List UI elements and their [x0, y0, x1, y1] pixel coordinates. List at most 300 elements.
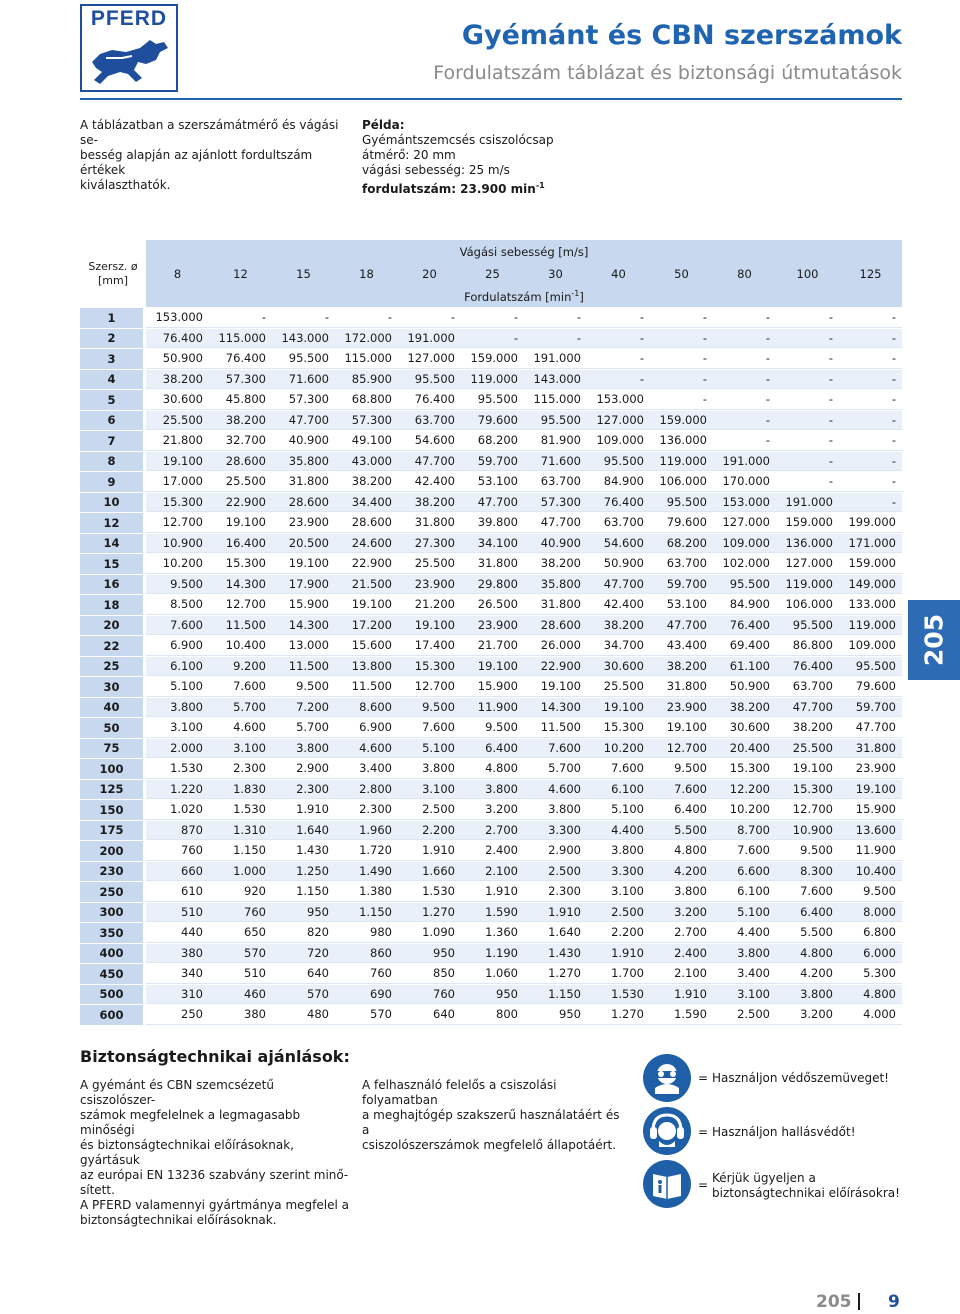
rpm-cell: 47.700: [776, 697, 839, 718]
rpm-cell: 47.700: [398, 451, 461, 472]
logo-wordmark: PFERD: [90, 7, 168, 30]
rpm-cell: 2.500: [524, 861, 587, 882]
rpm-cell: 7.600: [524, 738, 587, 759]
rpm-cell: 76.400: [398, 389, 461, 410]
rpm-cell: -: [335, 307, 398, 328]
speed-header-cell: 18: [335, 263, 398, 285]
safety-line: számok megfelelnek a legmagasabb minőségi: [80, 1108, 301, 1137]
rpm-cell: 2.300: [335, 799, 398, 820]
rpm-cell: 79.600: [650, 512, 713, 533]
rpm-cell: 19.100: [146, 451, 209, 472]
rpm-cell: 10.200: [587, 738, 650, 759]
table-row: [80, 307, 902, 328]
rpm-cell: 31.800: [839, 738, 902, 759]
diameter-cell: 75: [80, 738, 146, 759]
rpm-cell: 1.150: [524, 984, 587, 1005]
rpm-cell: 19.100: [524, 676, 587, 697]
rpm-cell: 3.200: [650, 902, 713, 923]
rpm-cell: -: [776, 348, 839, 369]
rpm-cell: 1.270: [524, 963, 587, 984]
rpm-cell: -: [524, 328, 587, 349]
rpm-cell: 19.100: [776, 758, 839, 779]
rpm-cell: 170.000: [713, 471, 776, 492]
intro-line: besség alapján az ajánlott fordultszám értékek: [80, 148, 313, 177]
rpm-cell: 1.910: [587, 943, 650, 964]
rpm-cell: 1.660: [398, 861, 461, 882]
rpm-cell: 21.200: [398, 594, 461, 615]
rpm-cell: 5.700: [524, 758, 587, 779]
sign-eye-label: [698, 1071, 889, 1086]
table-row: [80, 1004, 902, 1025]
rpm-cell: 14.300: [524, 697, 587, 718]
rpm-cell: 17.200: [335, 615, 398, 636]
rpm-cell: -: [587, 348, 650, 369]
rpm-cell: 4.600: [335, 738, 398, 759]
rpm-cell: -: [776, 389, 839, 410]
rpm-cell: 4.600: [524, 779, 587, 800]
rpm-cell: -: [650, 328, 713, 349]
rpm-cell: 1.910: [650, 984, 713, 1005]
eye-protection-icon: [643, 1054, 691, 1102]
rpm-cell: 38.200: [650, 656, 713, 677]
rpm-cell: 950: [272, 902, 335, 923]
rpm-cell: 22.900: [524, 656, 587, 677]
rpm-cell: -: [839, 369, 902, 390]
rpm-cell: 640: [398, 1004, 461, 1025]
rpm-cell: 3.100: [398, 779, 461, 800]
rpm-cell: 1.430: [272, 840, 335, 861]
rpm-cell: 2.300: [272, 779, 335, 800]
rpm-cell: 38.200: [398, 492, 461, 513]
diameter-cell: 200: [80, 840, 146, 861]
rpm-cell: -: [839, 328, 902, 349]
rpm-cell: 109.000: [713, 533, 776, 554]
diameter-cell: 125: [80, 779, 146, 800]
rpm-cell: 95.500: [713, 574, 776, 595]
rpm-cell: 95.500: [524, 410, 587, 431]
diameter-cell: 10: [80, 492, 146, 513]
rpm-cell: 15.300: [713, 758, 776, 779]
rpm-cell: 1.360: [461, 922, 524, 943]
rpm-cell: 9.500: [461, 717, 524, 738]
rpm-cell: 10.200: [713, 799, 776, 820]
rpm-cell: 54.600: [398, 430, 461, 451]
table-row: [80, 861, 902, 882]
rpm-cell: -: [839, 410, 902, 431]
rpm-cell: 4.800: [461, 758, 524, 779]
rpm-cell: 84.900: [587, 471, 650, 492]
rpm-cell: 15.300: [146, 492, 209, 513]
rpm-cell: 50.900: [146, 348, 209, 369]
rpm-cell: 1.700: [587, 963, 650, 984]
rpm-cell: -: [776, 471, 839, 492]
table-row: [80, 840, 902, 861]
rpm-cell: 61.100: [713, 656, 776, 677]
rpm-cell: 15.900: [461, 676, 524, 697]
rpm-cell: 35.800: [524, 574, 587, 595]
rpm-cell: 15.300: [587, 717, 650, 738]
speed-header-cell: 100: [776, 263, 839, 285]
rpm-cell: -: [713, 328, 776, 349]
table-row: [80, 615, 902, 636]
speed-header-cell: 80: [713, 263, 776, 285]
example-heading: Példa:: [362, 118, 405, 132]
rpm-cell: 106.000: [776, 594, 839, 615]
rpm-cell: 570: [272, 984, 335, 1005]
rpm-cell: -: [524, 307, 587, 328]
rpm-cell: 12.700: [398, 676, 461, 697]
page-side-tab: [908, 600, 960, 680]
rpm-cell: 14.300: [209, 574, 272, 595]
rpm-cell: 9.500: [398, 697, 461, 718]
table-row: [80, 635, 902, 656]
sign-instructions-line: Kérjük ügyeljen a: [712, 1171, 816, 1185]
rpm-cell: 1.220: [146, 779, 209, 800]
rpm-cell: 19.100: [461, 656, 524, 677]
sign-eye-text: Használjon védőszemüveget!: [712, 1071, 889, 1085]
rpm-cell: 1.150: [209, 840, 272, 861]
rpm-cell: 10.900: [146, 533, 209, 554]
rpm-cell: 23.900: [650, 697, 713, 718]
rpm-cell: 3.800: [713, 943, 776, 964]
rpm-cell: 95.500: [839, 656, 902, 677]
speed-header-cell: 50: [650, 263, 713, 285]
rpm-cell: 3.200: [461, 799, 524, 820]
rpm-cell: -: [839, 348, 902, 369]
rpm-cell: 1.830: [209, 779, 272, 800]
rpm-cell: 1.150: [335, 902, 398, 923]
rpm-cell: 2.500: [398, 799, 461, 820]
rpm-cell: 4.800: [839, 984, 902, 1005]
rpm-cell: 13.800: [335, 656, 398, 677]
catalog-page-number: 205: [816, 1292, 852, 1312]
rpm-cell: 6.900: [335, 717, 398, 738]
rpm-cell: 1.000: [209, 861, 272, 882]
rpm-cell: 95.500: [461, 389, 524, 410]
rpm-cell: 40.900: [272, 430, 335, 451]
rpm-cell: 159.000: [461, 348, 524, 369]
rpm-cell: 15.600: [335, 635, 398, 656]
rpm-cell: 7.600: [398, 717, 461, 738]
rpm-cell: 7.600: [713, 840, 776, 861]
rpm-cell: 25.500: [146, 410, 209, 431]
rpm-cell: 34.400: [335, 492, 398, 513]
rpm-cell: 14.300: [272, 615, 335, 636]
page-title: Gyémánt és CBN szerszámok: [461, 20, 902, 51]
rpm-cell: 4.200: [776, 963, 839, 984]
rpm-cell: 4.600: [209, 717, 272, 738]
rpm-cell: -: [398, 307, 461, 328]
table-row: [80, 820, 902, 841]
rpm-cell: 250: [146, 1004, 209, 1025]
rpm-cell: 11.500: [524, 717, 587, 738]
rpm-cell: -: [776, 369, 839, 390]
rpm-cell: -: [650, 369, 713, 390]
rpm-cell: 8.300: [776, 861, 839, 882]
speed-header-cell: 25: [461, 263, 524, 285]
rpm-cell: 480: [272, 1004, 335, 1025]
rpm-cell: 8.600: [335, 697, 398, 718]
rpm-cell: 1.910: [524, 902, 587, 923]
rpm-cell: 2.800: [335, 779, 398, 800]
rpm-cell: 6.400: [461, 738, 524, 759]
rpm-cell: 50.900: [713, 676, 776, 697]
diameter-cell: 6: [80, 410, 146, 431]
rpm-cell: 2.400: [461, 840, 524, 861]
rpm-cell: 127.000: [587, 410, 650, 431]
rpm-cell: 86.800: [776, 635, 839, 656]
rpm-cell: 38.200: [146, 369, 209, 390]
rpm-cell: 12.700: [650, 738, 713, 759]
rpm-cell: -: [713, 389, 776, 410]
rpm-cell: -: [713, 369, 776, 390]
rpm-cell: -: [839, 451, 902, 472]
table-row: [80, 594, 902, 615]
sign-hearing-label: [698, 1125, 856, 1140]
rpm-cell: 870: [146, 820, 209, 841]
rpm-cell: 860: [335, 943, 398, 964]
diameter-cell: 500: [80, 984, 146, 1005]
rpm-cell: 1.960: [335, 820, 398, 841]
rpm-cell: 3.100: [587, 881, 650, 902]
rpm-cell: 6.400: [650, 799, 713, 820]
rpm-cell: 49.100: [335, 430, 398, 451]
table-row: [80, 451, 902, 472]
rpm-cell: 95.500: [776, 615, 839, 636]
rpm-header: [146, 285, 902, 307]
rpm-cell: 136.000: [776, 533, 839, 554]
rpm-cell: 8.500: [146, 594, 209, 615]
example-rpm: [362, 178, 592, 197]
rpm-cell: 127.000: [398, 348, 461, 369]
diameter-cell: 2: [80, 328, 146, 349]
rpm-cell: 68.800: [335, 389, 398, 410]
rpm-cell: 19.100: [650, 717, 713, 738]
rpm-cell: 5.500: [650, 820, 713, 841]
rpm-cell: 1.270: [398, 902, 461, 923]
speed-header-cell: 125: [839, 263, 902, 285]
rpm-cell: 2.300: [524, 881, 587, 902]
rpm-cell: -: [209, 307, 272, 328]
rpm-cell: 440: [146, 922, 209, 943]
rpm-cell: 143.000: [272, 328, 335, 349]
hearing-protection-icon: [643, 1107, 691, 1155]
rpm-cell: 40.900: [524, 533, 587, 554]
rpm-cell: 35.800: [272, 451, 335, 472]
rpm-cell: 850: [398, 963, 461, 984]
rpm-cell: 23.900: [272, 512, 335, 533]
rpm-cell: 19.100: [272, 553, 335, 574]
rpm-cell: 95.500: [650, 492, 713, 513]
rpm-cell: 38.200: [524, 553, 587, 574]
rpm-cell: 5.100: [146, 676, 209, 697]
diameter-header: [80, 240, 146, 307]
rpm-cell: -: [839, 307, 902, 328]
rpm-cell: 23.900: [839, 758, 902, 779]
table-row: [80, 533, 902, 554]
rpm-cell: 3.400: [335, 758, 398, 779]
diameter-cell: 30: [80, 676, 146, 697]
rpm-cell: 5.100: [587, 799, 650, 820]
table-row: [80, 369, 902, 390]
table-row: [80, 676, 902, 697]
rpm-cell: 30.600: [713, 717, 776, 738]
rpm-cell: 690: [335, 984, 398, 1005]
diameter-cell: 8: [80, 451, 146, 472]
rpm-cell: 3.300: [587, 861, 650, 882]
rpm-cell: 28.600: [209, 451, 272, 472]
header-divider: [80, 98, 902, 100]
rpm-cell: 1.910: [461, 881, 524, 902]
rpm-cell: -: [272, 307, 335, 328]
diameter-header-line: Szersz. ø: [88, 259, 138, 273]
safety-line: a meghajtógép szakszerű használatáért és a: [362, 1108, 620, 1137]
rpm-cell: 6.800: [839, 922, 902, 943]
rpm-cell: 30.600: [146, 389, 209, 410]
rpm-cell: 2.200: [398, 820, 461, 841]
rpm-cell: 460: [209, 984, 272, 1005]
rpm-cell: 7.600: [650, 779, 713, 800]
rpm-cell: 63.700: [650, 553, 713, 574]
safety-text-middle: [362, 1078, 624, 1153]
diameter-cell: 14: [80, 533, 146, 554]
rpm-cell: 2.900: [524, 840, 587, 861]
table-row: [80, 779, 902, 800]
diameter-cell: 22: [80, 635, 146, 656]
rpm-cell: 11.500: [272, 656, 335, 677]
rpm-cell: 1.640: [272, 820, 335, 841]
rpm-cell: 3.800: [587, 840, 650, 861]
rpm-cell: 47.700: [461, 492, 524, 513]
rpm-cell: 3.800: [398, 758, 461, 779]
rpm-cell: 172.000: [335, 328, 398, 349]
rpm-cell: 127.000: [776, 553, 839, 574]
rpm-cell: 800: [461, 1004, 524, 1025]
rpm-cell: 143.000: [524, 369, 587, 390]
rpm-cell: 191.000: [524, 348, 587, 369]
rpm-cell: 12.700: [209, 594, 272, 615]
rpm-cell: 20.400: [713, 738, 776, 759]
rpm-cell: 9.500: [146, 574, 209, 595]
rpm-cell: -: [839, 492, 902, 513]
rpm-cell: 510: [209, 963, 272, 984]
rpm-cell: 1.090: [398, 922, 461, 943]
diameter-cell: 18: [80, 594, 146, 615]
rpm-cell: 31.800: [398, 512, 461, 533]
rpm-cell: 191.000: [398, 328, 461, 349]
rpm-cell: 760: [335, 963, 398, 984]
rpm-cell: -: [650, 307, 713, 328]
rpm-cell: 760: [398, 984, 461, 1005]
rpm-cell: 159.000: [650, 410, 713, 431]
rpm-cell: 171.000: [839, 533, 902, 554]
table-row: [80, 492, 902, 513]
rpm-cell: 191.000: [713, 451, 776, 472]
diameter-cell: 4: [80, 369, 146, 390]
rpm-cell: 3.300: [524, 820, 587, 841]
rpm-header-sup: -1: [571, 288, 580, 298]
diameter-cell: 175: [80, 820, 146, 841]
rpm-cell: 19.100: [587, 697, 650, 718]
rpm-cell: 13.000: [272, 635, 335, 656]
diameter-cell: 1: [80, 307, 146, 328]
table-row: [80, 512, 902, 533]
read-instructions-icon: [643, 1160, 691, 1208]
rpm-cell: 1.590: [461, 902, 524, 923]
rpm-cell: 720: [272, 943, 335, 964]
rpm-cell: 115.000: [524, 389, 587, 410]
rpm-cell: 53.100: [650, 594, 713, 615]
rpm-cell: 3.800: [776, 984, 839, 1005]
rpm-cell: 5.100: [398, 738, 461, 759]
rpm-cell: 59.700: [650, 574, 713, 595]
rpm-cell: 12.200: [713, 779, 776, 800]
rpm-cell: 11.900: [461, 697, 524, 718]
rpm-cell: 53.100: [461, 471, 524, 492]
safety-line: és biztonságtechnikai előírásoknak, gyártásuk: [80, 1138, 294, 1167]
rpm-cell: 1.530: [209, 799, 272, 820]
rpm-cell: 25.500: [776, 738, 839, 759]
sign-instructions-line: biztonságtechnikai előírásokra!: [712, 1186, 900, 1200]
rpm-cell: 9.500: [650, 758, 713, 779]
rpm-cell: 3.100: [209, 738, 272, 759]
rpm-cell: 7.200: [272, 697, 335, 718]
table-row: [80, 943, 902, 964]
rpm-cell: 4.200: [650, 861, 713, 882]
rpm-cell: 63.700: [587, 512, 650, 533]
rpm-cell: 22.900: [335, 553, 398, 574]
rpm-cell: 950: [461, 984, 524, 1005]
rpm-cell: 6.100: [713, 881, 776, 902]
rpm-cell: 76.400: [146, 328, 209, 349]
rpm-cell: 29.800: [461, 574, 524, 595]
table-row: [80, 881, 902, 902]
rpm-cell: 1.530: [146, 758, 209, 779]
rpm-cell: 31.800: [524, 594, 587, 615]
rpm-cell: -: [839, 389, 902, 410]
rpm-cell: 32.700: [209, 430, 272, 451]
rpm-cell: -: [713, 307, 776, 328]
rpm-cell: 19.100: [209, 512, 272, 533]
example-line: Gyémántszemcsés csiszolócsap: [362, 133, 554, 147]
rpm-cell: 38.200: [335, 471, 398, 492]
equals-sign: =: [698, 1125, 709, 1139]
rpm-cell: 3.800: [146, 697, 209, 718]
rpm-cell: 159.000: [776, 512, 839, 533]
rpm-cell: 570: [209, 943, 272, 964]
rpm-cell: 9.200: [209, 656, 272, 677]
rpm-cell: 2.400: [650, 943, 713, 964]
rpm-cell: 28.600: [524, 615, 587, 636]
pferd-logo: [80, 4, 178, 92]
rpm-cell: 2.000: [146, 738, 209, 759]
speed-header-cell: 40: [587, 263, 650, 285]
rpm-cell: 15.900: [839, 799, 902, 820]
rpm-cell: 8.700: [713, 820, 776, 841]
rpm-cell: 115.000: [335, 348, 398, 369]
rpm-cell: 57.300: [209, 369, 272, 390]
rpm-cell: 76.400: [713, 615, 776, 636]
rpm-cell: 10.900: [776, 820, 839, 841]
intro-line: kiválaszthatók.: [80, 178, 171, 192]
diameter-cell: 150: [80, 799, 146, 820]
rpm-cell: 7.600: [776, 881, 839, 902]
diameter-cell: 9: [80, 471, 146, 492]
rpm-cell: 9.500: [776, 840, 839, 861]
rpm-cell: 4.800: [650, 840, 713, 861]
table-row: [80, 963, 902, 984]
rpm-cell: 26.000: [524, 635, 587, 656]
